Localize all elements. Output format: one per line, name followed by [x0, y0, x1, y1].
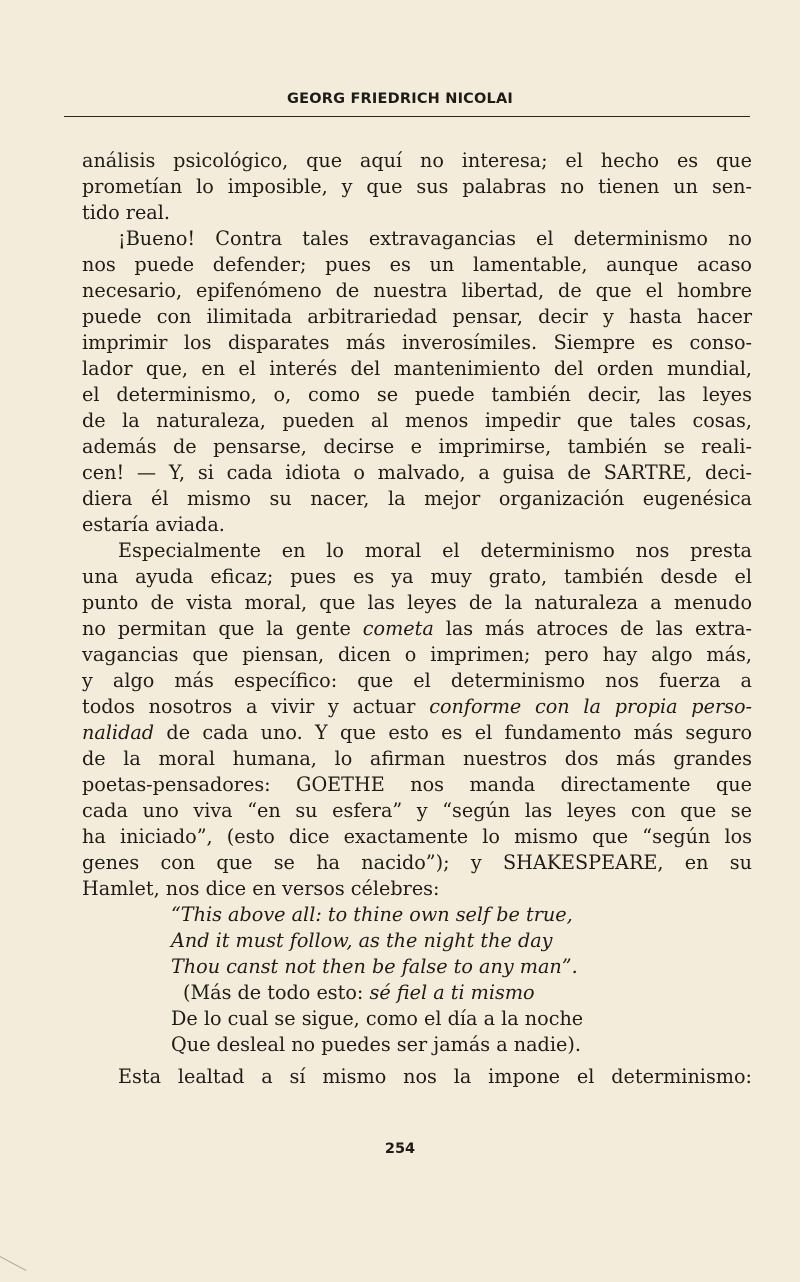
- text-line: Esta lealtad a sí mismo nos la impone el determinismo:: [118, 1065, 752, 1088]
- emphasis: sé fiel a ti mismo: [369, 981, 535, 1004]
- text-line: [82, 720, 752, 746]
- text-line: el determinismo, o, como se puede también decir, las leyes: [82, 383, 752, 406]
- text-line: tido real.: [82, 201, 170, 224]
- text-fragment: no permitan que la gente: [82, 617, 351, 640]
- emphasis: conforme con la propia perso-: [429, 695, 752, 718]
- text-fragment: las más atroces de las extra-: [445, 617, 753, 640]
- verse-line: Que desleal no puedes ser jamás a nadie).: [171, 1033, 581, 1056]
- text-line: Hamlet, nos dice en versos célebres:: [82, 877, 440, 900]
- text-line: cada uno viva “en su esfera” y “según las leyes con que se: [82, 799, 752, 822]
- body-text: [82, 148, 752, 1090]
- text-line: genes con que se ha nacido”); y SHAKESPEARE, en su: [82, 851, 752, 874]
- header-rule: [64, 116, 750, 117]
- verse-line: De lo cual se sigue, como el día a la noche: [171, 1007, 584, 1030]
- emphasis: nalidad: [82, 721, 155, 744]
- text-line: de la moral humana, lo afirman nuestros dos más grandes: [82, 747, 752, 770]
- text-line: punto de vista moral, que las leyes de la naturaleza a menudo: [82, 591, 752, 614]
- verse-line: And it must follow, as the night the day: [171, 929, 553, 952]
- text-line: prometían lo imposible, y que sus palabras no tienen un sen-: [82, 175, 752, 198]
- text-line: puede con ilimitada arbitrariedad pensar, decir y hasta hacer: [82, 305, 752, 328]
- text-line: lador que, en el interés del mantenimiento del orden mundial,: [82, 357, 752, 380]
- text-line: nos puede defender; pues es un lamentable, aunque acaso: [82, 253, 752, 276]
- text-fragment: todos nosotros a vivir y actuar: [82, 695, 416, 718]
- text-line: [82, 694, 752, 720]
- verse-line: “This above all: to thine own self be true,: [171, 903, 573, 926]
- text-line: y algo más específico: que el determinismo nos fuerza a: [82, 669, 752, 692]
- emphasis: cometa: [362, 617, 434, 640]
- text-line: estaría aviada.: [82, 513, 225, 536]
- text-line: ha iniciado”, (esto dice exactamente lo mismo que “según los: [82, 825, 752, 848]
- text-line: diera él mismo su nacer, la mejor organización eugenésica: [82, 487, 752, 510]
- text-line: una ayuda eficaz; pues es ya muy grato, también desde el: [82, 565, 752, 588]
- text-line: imprimir los disparates más inverosímiles. Siempre es conso-: [82, 331, 752, 354]
- running-head: GEORG FRIEDRICH NICOLAI: [287, 91, 513, 107]
- text-line: ¡Bueno! Contra tales extravagancias el determinismo no: [118, 227, 752, 250]
- text-fragment: de cada uno. Y que esto es el fundamento más seguro: [166, 721, 752, 744]
- text-line: necesario, epifenómeno de nuestra libertad, de que el hombre: [82, 279, 752, 302]
- verse-line: [82, 980, 752, 1006]
- text-line: vagancias que piensan, dicen o imprimen; pero hay algo más,: [82, 643, 752, 666]
- text-fragment: (Más de todo esto:: [183, 981, 364, 1004]
- verse-line: Thou canst not then be false to any man”.: [171, 955, 578, 978]
- text-line: análisis psicológico, que aquí no interesa; el hecho es que: [82, 149, 752, 172]
- page-number: 254: [384, 1141, 416, 1157]
- text-line: poetas-pensadores: GOETHE nos manda directamente que: [82, 773, 752, 796]
- text-line: cen! — Y, si cada idiota o malvado, a guisa de SARTRE, deci-: [82, 461, 752, 484]
- text-line: además de pensarse, decirse e imprimirse, también se reali-: [82, 435, 752, 458]
- text-line: Especialmente en lo moral el determinismo nos presta: [118, 539, 752, 562]
- text-line: [82, 616, 752, 642]
- text-line: de la naturaleza, pueden al menos impedir que tales cosas,: [82, 409, 752, 432]
